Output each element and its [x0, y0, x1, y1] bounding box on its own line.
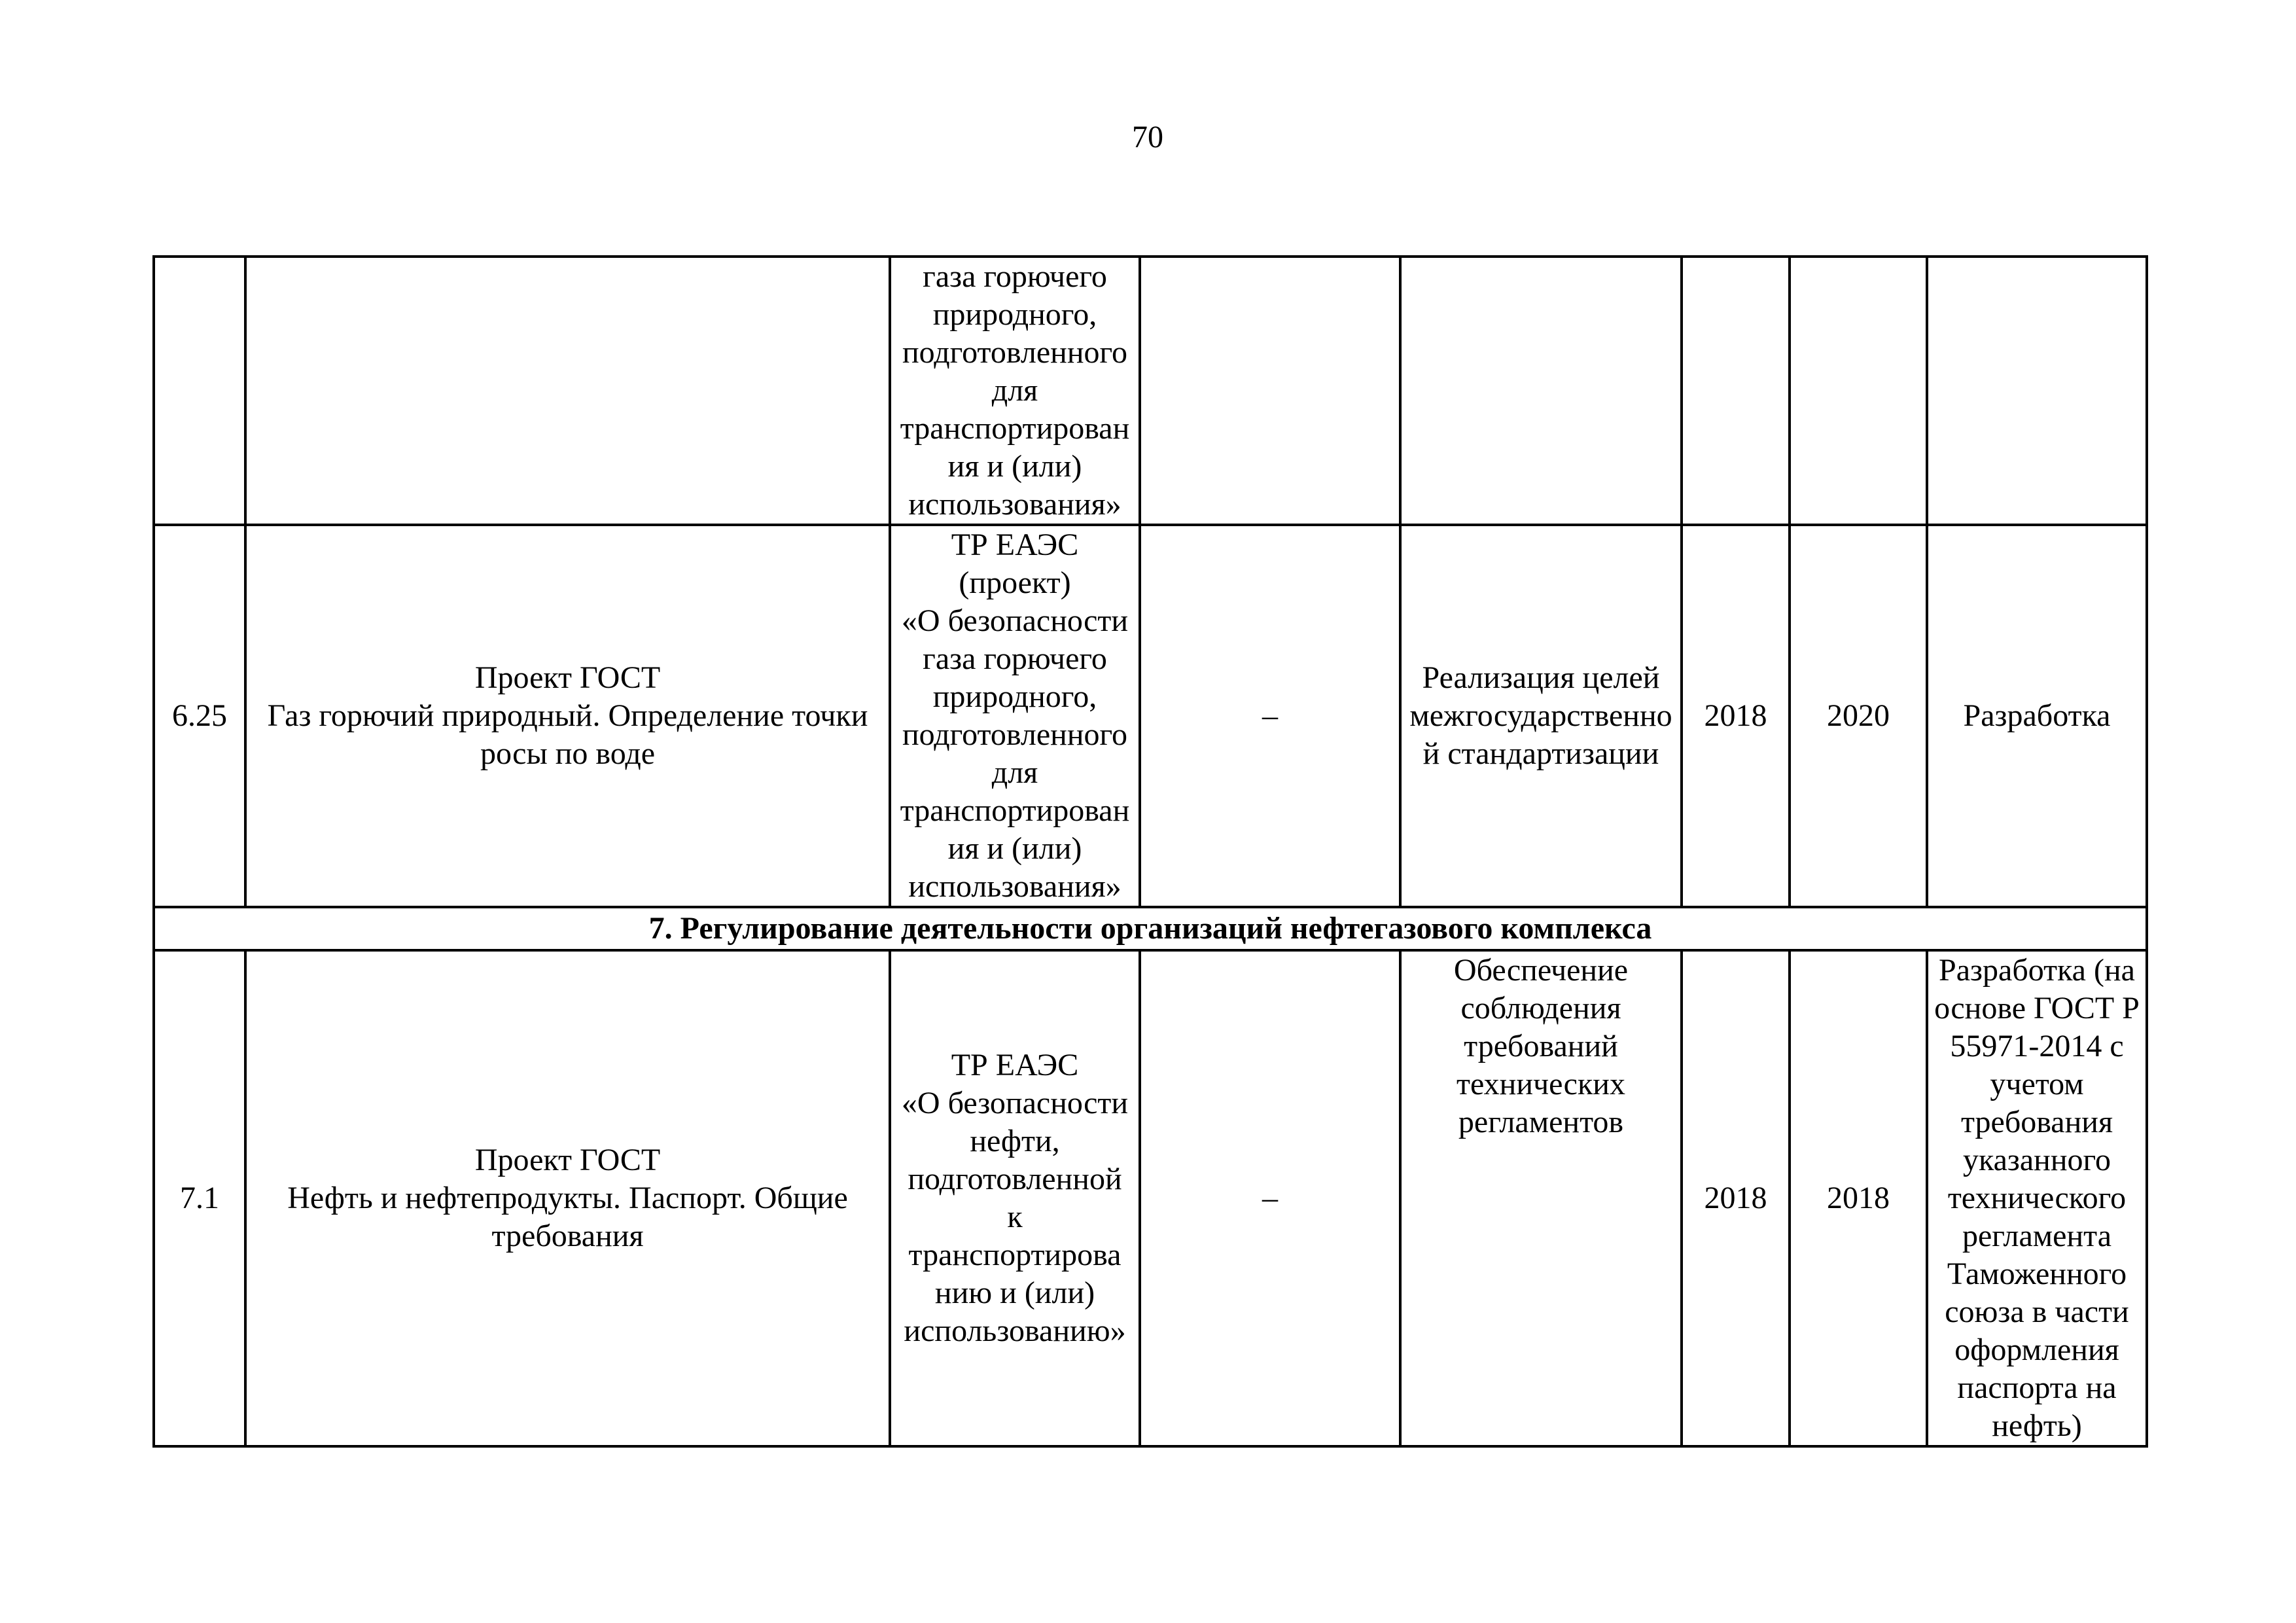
text-line: нефти, [970, 1124, 1060, 1158]
text-line: транспортирован [900, 411, 1130, 446]
text-line: Проект ГОСТ [474, 1143, 661, 1177]
text-line: нию и (или) [934, 1275, 1095, 1310]
text-line: требований [1464, 1029, 1618, 1063]
text-line: основе ГОСТ Р [1934, 991, 2140, 1026]
text-line: «О безопасности [901, 603, 1129, 638]
row-number-cell [154, 257, 245, 525]
text-line: технического [1947, 1181, 2127, 1215]
text-line: природного, [932, 297, 1097, 332]
end-year-cell: 2020 [1790, 525, 1927, 907]
text-line: подготовленного [902, 717, 1128, 752]
text-line: требования [491, 1219, 644, 1253]
document-name-cell [245, 950, 890, 1446]
text-line: Газ горючий природный. Определение точки [267, 698, 868, 733]
purpose-cell [1400, 950, 1682, 1446]
end-year-cell: 2018 [1790, 950, 1927, 1446]
text-line: для [991, 373, 1038, 408]
text-line: ТР ЕАЭС [951, 1048, 1079, 1082]
text-line: (проект) [959, 565, 1071, 600]
column-4-cell: – [1140, 950, 1400, 1446]
text-line: ТР ЕАЭС [951, 527, 1079, 562]
text-line: технических [1457, 1067, 1625, 1101]
text-line: указанного [1962, 1143, 2111, 1177]
standards-table [152, 255, 2148, 1448]
table-row-continuation [154, 257, 2147, 525]
purpose-cell [1400, 525, 1682, 907]
text-line: соблюдения [1460, 991, 1621, 1026]
start-year-cell: 2018 [1682, 950, 1790, 1446]
text-line: 55971-2014 с [1950, 1029, 2124, 1063]
start-year-cell [1682, 257, 1790, 525]
page-number: 70 [1132, 120, 1163, 154]
text-line: Таможенного [1947, 1257, 2127, 1291]
text-line: «О безопасности [901, 1086, 1129, 1120]
start-year-cell: 2018 [1682, 525, 1790, 907]
text-line: союза в части [1945, 1294, 2129, 1329]
text-line: Разработка [1963, 698, 2111, 733]
text-line: ия и (или) [947, 449, 1082, 484]
row-number-cell: 6.25 [154, 525, 245, 907]
work-type-cell [1927, 525, 2147, 907]
text-line: паспорта на [1957, 1370, 2117, 1405]
text-line: подготовленного [902, 335, 1128, 370]
regulation-cell [890, 950, 1140, 1446]
purpose-cell [1400, 257, 1682, 525]
text-line: ия и (или) [947, 831, 1082, 866]
text-line: природного, [932, 679, 1097, 714]
text-line: Реализация целей [1422, 660, 1660, 695]
text-line: Проект ГОСТ [474, 660, 661, 695]
section-row-7 [154, 907, 2147, 950]
table-row-6-25 [154, 525, 2147, 907]
text-line: для [991, 755, 1038, 790]
text-line: регламента [1962, 1219, 2112, 1253]
work-type-cell [1927, 950, 2147, 1446]
column-4-cell: – [1140, 525, 1400, 907]
work-type-cell [1927, 257, 2147, 525]
document-name-cell [245, 257, 890, 525]
text-line: учетом [1990, 1067, 2084, 1101]
text-line: подготовленной [908, 1162, 1122, 1196]
text-line: межгосударственно [1409, 698, 1672, 733]
text-line: использованию» [904, 1313, 1126, 1348]
text-line: использования» [908, 869, 1122, 904]
text-line: нефть) [1992, 1408, 2082, 1443]
text-line: транспортирован [900, 793, 1130, 828]
text-line: росы по воде [480, 736, 656, 771]
text-line: газа горючего [923, 259, 1107, 294]
end-year-cell [1790, 257, 1927, 525]
regulation-cell [890, 257, 1140, 525]
text-line: Разработка (на [1939, 953, 2135, 988]
regulation-cell [890, 525, 1140, 907]
text-line: Нефть и нефтепродукты. Паспорт. Общие [287, 1181, 848, 1215]
text-line: газа горючего [923, 641, 1107, 676]
document-name-cell [245, 525, 890, 907]
text-line: Обеспечение [1453, 953, 1629, 988]
section-title: 7. Регулирование деятельности организаций нефтегазового комплекса [154, 907, 2147, 950]
text-line: оформления [1954, 1332, 2119, 1367]
column-4-cell [1140, 257, 1400, 525]
text-line: к [1007, 1200, 1023, 1234]
text-line: регламентов [1458, 1105, 1624, 1139]
table-row-7-1 [154, 950, 2147, 1446]
text-line: требования [1960, 1105, 2113, 1139]
row-number-cell: 7.1 [154, 950, 245, 1446]
text-line: использования» [908, 487, 1122, 522]
text-line: транспортирова [908, 1238, 1122, 1272]
text-line: й стандартизации [1422, 736, 1659, 771]
